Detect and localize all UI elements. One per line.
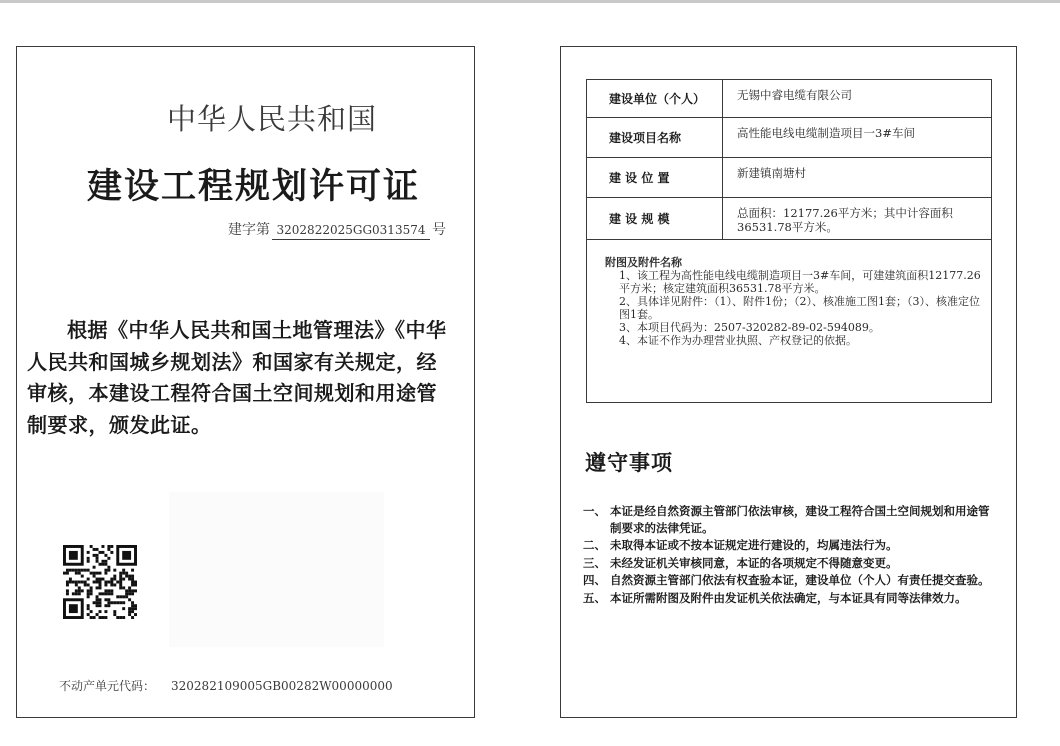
row-label: 建设单位（个人）	[587, 80, 723, 117]
info-table	[586, 79, 992, 403]
table-row	[587, 118, 991, 158]
row-label: 建 设 位 置	[587, 158, 723, 197]
permit-prefix: 建字第	[228, 222, 270, 238]
permit-title: 建设工程规划许可证	[87, 167, 421, 207]
attachments-section	[605, 256, 987, 347]
permit-front-page	[16, 46, 475, 718]
list-item: 三、 未经发证机关审核同意，本证的各项规定不得随意变更。	[583, 555, 898, 570]
attachment-item: 2、具体详见附件：（1）、附件1份；（2）、核准施工图1套；（3）、核准定位图1套。	[619, 295, 980, 321]
table-row	[587, 80, 991, 118]
scan-top-edge	[0, 0, 1060, 3]
redacted-area	[169, 492, 384, 647]
table-row	[587, 158, 991, 198]
row-value: 无锡中睿电缆有限公司	[737, 88, 852, 102]
row-label: 建设项目名称	[587, 118, 723, 157]
unit-code-value: 320282109005GB00282W00000000	[171, 679, 393, 693]
row-value: 新建镇南塘村	[737, 166, 806, 180]
attachment-item: 1、该工程为高性能电线电缆制造项目一3#车间，可建建筑面积12177.26平方米；核定建筑面积36531.78平方米。	[619, 269, 981, 295]
row-value: 总面积：12177.26平方米；其中计容面积36531.78平方米。	[737, 206, 953, 234]
obey-title: 遵守事项	[585, 451, 673, 475]
table-row	[587, 198, 991, 240]
obey-list	[583, 503, 995, 607]
attachment-item: 3、本项目代码为：2507-320282-89-02-594089。	[619, 321, 880, 334]
attachments-title: 附图及附件名称	[605, 256, 682, 269]
row-value: 高性能电线电缆制造项目一3#车间	[737, 126, 915, 140]
qr-code-icon	[63, 545, 137, 619]
permit-number: 3202822025GG0313574	[272, 223, 430, 240]
permit-number-line	[228, 219, 446, 240]
permit-suffix: 号	[432, 222, 446, 238]
country-heading: 中华人民共和国	[167, 102, 378, 136]
row-label: 建 设 规 模	[587, 198, 723, 239]
permit-back-page	[560, 46, 1017, 718]
unit-code-line	[59, 677, 393, 694]
list-item: 一、 本证是经自然资源主管部门依法审核，建设工程符合国土空间规划和用途管制要求的法律凭证。	[583, 504, 990, 535]
permit-body-text: 根据《中华人民共和国土地管理法》《中华人民共和国城乡规划法》和国家有关规定，经审核，本建设工程符合国土空间规划和用途管制要求，颁发此证。	[27, 318, 447, 437]
list-item: 四、 自然资源主管部门依法有权查验本证，建设单位（个人）有责任提交查验。	[583, 573, 990, 587]
unit-code-label: 不动产单元代码：	[59, 679, 156, 693]
list-item: 二、 未取得本证或不按本证规定进行建设的，均属违法行为。	[583, 538, 898, 552]
list-item: 五、 本证所需附图及附件由发证机关依法确定，与本证具有同等法律效力。	[583, 590, 967, 605]
attachment-item: 4、本证不作为办理营业执照、产权登记的依据。	[619, 334, 857, 347]
